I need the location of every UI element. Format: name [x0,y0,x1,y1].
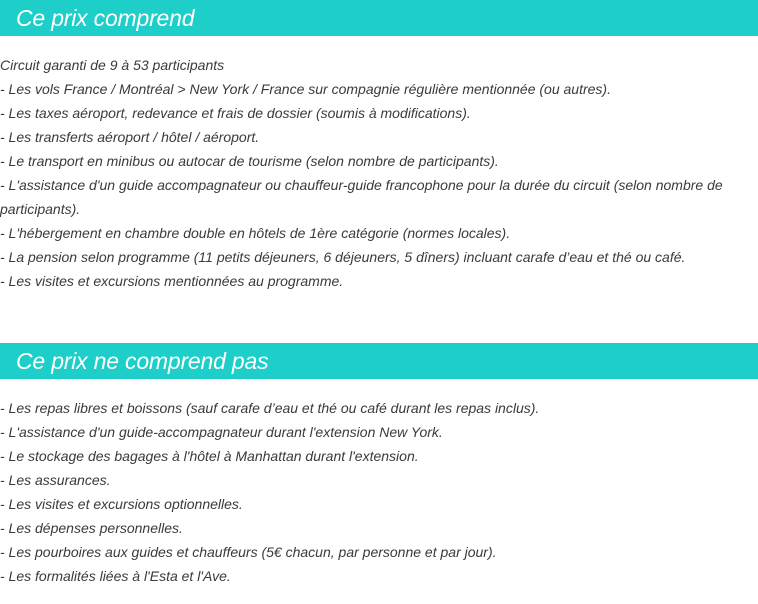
includes-line: - Les taxes aéroport, redevance et frais de dossier (soumis à modifications). [0,105,471,121]
excludes-line: - Les repas libres et boissons (sauf carafe d’eau et thé ou café durant les repas inclus). [0,400,540,416]
excludes-line: - L'assistance d'un guide-accompagnateur durant l'extension New York. [0,424,443,440]
includes-line: - Les visites et excursions mentionnées au programme. [0,273,344,289]
includes-line: - Les transferts aéroport / hôtel / aéroport. [0,129,260,145]
includes-line: - L'assistance d'un guide accompagnateur ou chauffeur-guide francophone pour la durée du circuit (selon nombre de participants). [0,177,723,217]
excludes-section-title: Ce prix ne comprend pas [0,343,758,379]
includes-list [0,53,756,293]
excludes-line: - Les dépenses personnelles. [0,520,183,536]
excludes-list [0,396,756,588]
excludes-line: - Les assurances. [0,472,111,488]
excludes-line: - Les pourboires aux guides et chauffeurs (5€ chacun, par personne et par jour). [0,544,497,560]
excludes-line: - Les visites et excursions optionnelles. [0,496,243,512]
includes-section-title: Ce prix comprend [0,0,758,36]
includes-line: - La pension selon programme (11 petits déjeuners, 6 déjeuners, 5 dîners) incluant carafe d’eau et thé ou café. [0,249,686,265]
includes-line: - Le transport en minibus ou autocar de tourisme (selon nombre de participants). [0,153,499,169]
excludes-line: - Les formalités liées à l'Esta et l'Ave. [0,568,231,584]
includes-line: - Les vols France / Montréal > New York / France sur compagnie régulière mentionnée (ou autres). [0,81,611,97]
includes-line: - L'hébergement en chambre double en hôtels de 1ère catégorie (normes locales). [0,225,511,241]
excludes-line: - Le stockage des bagages à l'hôtel à Manhattan durant l'extension. [0,448,419,464]
includes-line: Circuit garanti de 9 à 53 participants [0,57,225,73]
